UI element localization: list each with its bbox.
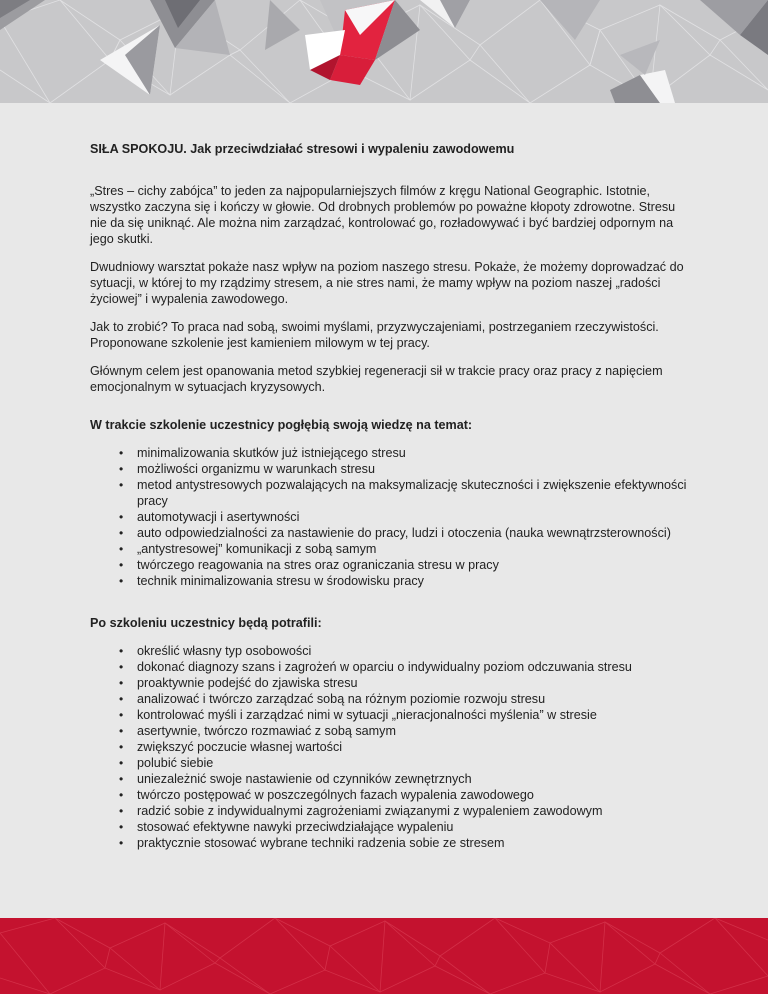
list-item: • minimalizowania skutków już istniejącego stresu — [137, 445, 690, 461]
list-item: • kontrolować myśli i zarządzać nimi w sytuacji „nieracjonalności myślenia” w stresie — [137, 707, 690, 723]
skills-list — [90, 643, 690, 851]
header-decorative-band — [0, 0, 768, 103]
document-title: SIŁA SPOKOJU. Jak przeciwdziałać stresowi i wypaleniu zawodowemu — [90, 142, 515, 156]
section-skills-heading: Po szkoleniu uczestnicy będą potrafili: — [90, 616, 322, 630]
document-body — [90, 141, 690, 851]
list-item: • określić własny typ osobowości — [137, 643, 690, 659]
list-item: • technik minimalizowania stresu w środowisku pracy — [137, 573, 690, 589]
list-item: • radzić sobie z indywidualnymi zagrożeniami związanymi z wypaleniem zawodowym — [137, 803, 690, 819]
footer-geometric-pattern — [0, 918, 768, 994]
intro-paragraph-3: Jak to zrobić? To praca nad sobą, swoimi myślami, przyzwyczajeniami, postrzeganiem rzeczywistości. Proponowane szkolenie jest kamieniem milowym w tej pracy. — [90, 320, 659, 350]
intro-paragraph-2: Dwudniowy warsztat pokaże nasz wpływ na poziom naszego stresu. Pokaże, że możemy doprowadzać do sytuacji, w której to my rządzimy stresem, a nie stres nami, że mamy wpływ na poziom naszej „radości życiowej” i wypalenia zawodowego. — [90, 260, 684, 306]
list-item: • twórczo postępować w poszczególnych fazach wypalenia zawodowego — [137, 787, 690, 803]
list-item: • dokonać diagnozy szans i zagrożeń w oparciu o indywidualny poziom odczuwania stresu — [137, 659, 690, 675]
list-item: • analizować i twórczo zarządzać sobą na różnym poziomie rozwoju stresu — [137, 691, 690, 707]
knowledge-list — [90, 445, 690, 589]
list-item: • proaktywnie podejść do zjawiska stresu — [137, 675, 690, 691]
list-item: • stosować efektywne nawyki przeciwdziałające wypaleniu — [137, 819, 690, 835]
list-item: • metod antystresowych pozwalających na maksymalizację skuteczności i zwiększenie efektywności pracy — [137, 477, 690, 509]
footer-decorative-band — [0, 918, 768, 994]
list-item: • „antystresowej” komunikacji z sobą samym — [137, 541, 690, 557]
list-item: • zwiększyć poczucie własnej wartości — [137, 739, 690, 755]
list-item: • polubić siebie — [137, 755, 690, 771]
list-item: • uniezależnić swoje nastawienie od czynników zewnętrznych — [137, 771, 690, 787]
header-geometric-pattern — [0, 0, 768, 103]
intro-paragraph-1: „Stres – cichy zabójca” to jeden za najpopularniejszych filmów z kręgu National Geographic. Istotnie, wszystko zaczyna się i kończy w głowie. Od drobnych problemów po poważne kłopoty zdrowotne. Stresu nie da się uniknąć. Ale można nim zarządzać, kontrolować go, rozładowywać i być bardziej odpornym na jego skutki. — [90, 184, 676, 246]
list-item: • praktycznie stosować wybrane techniki radzenia sobie ze stresem — [137, 835, 690, 851]
list-item: • twórczego reagowania na stres oraz ograniczania stresu w pracy — [137, 557, 690, 573]
intro-paragraph-4: Głównym celem jest opanowania metod szybkiej regeneracji sił w trakcie pracy oraz pracy z napięciem emocjonalnym w sytuacjach kryzysowych. — [90, 364, 663, 394]
list-item: • możliwości organizmu w warunkach stresu — [137, 461, 690, 477]
section-knowledge-heading: W trakcie szkolenie uczestnicy pogłębią swoją wiedzę na temat: — [90, 418, 473, 432]
list-item: • automotywacji i asertywności — [137, 509, 690, 525]
list-item: • auto odpowiedzialności za nastawienie do pracy, ludzi i otoczenia (nauka wewnątrzsterowności) — [137, 525, 690, 541]
list-item: • asertywnie, twórczo rozmawiać z sobą samym — [137, 723, 690, 739]
